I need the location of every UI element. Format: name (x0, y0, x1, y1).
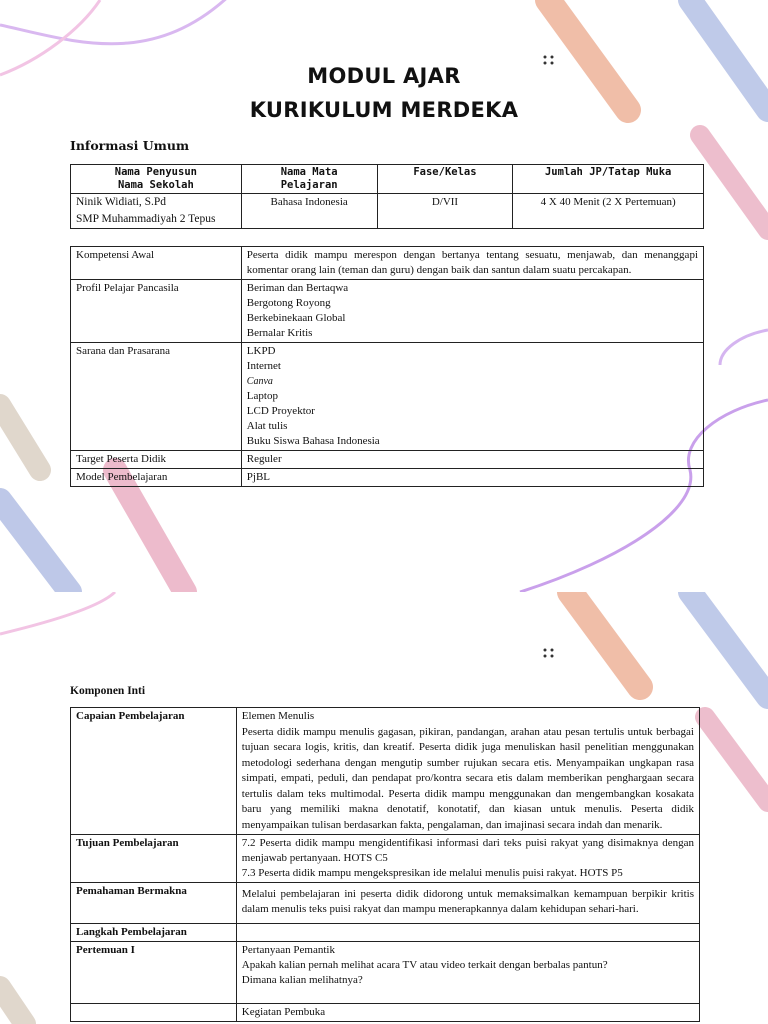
table-row (71, 343, 704, 451)
label-langkah-pembelajaran: Langkah Pembelajaran (71, 924, 237, 942)
table-row (71, 708, 700, 835)
label-sarana-prasarana: Sarana dan Prasarana (71, 343, 242, 451)
value-model-pembelajaran: PjBL (241, 469, 703, 487)
list-item: LKPD (246, 345, 276, 357)
table-row (71, 835, 700, 883)
value-pertanyaan-pemantik (236, 942, 699, 1004)
cell-jp: 4 X 40 Menit (2 X Pertemuan) (513, 194, 704, 229)
cell-penyusun (71, 194, 242, 229)
table-row (71, 469, 704, 487)
table-row (71, 883, 700, 924)
value-langkah-empty (236, 924, 699, 942)
pemantik-question: Dimana kalian melihatnya? (241, 974, 363, 986)
section-heading-informasi-umum: Informasi Umum (70, 138, 190, 153)
table-row (71, 247, 704, 280)
list-item: Bergotong Royong (246, 297, 331, 309)
capaian-element-title: Elemen Menulis (241, 710, 315, 722)
value-profil-pelajar (241, 280, 703, 343)
label-kompetensi-awal: Kompetensi Awal (71, 247, 242, 280)
value-target-peserta: Reguler (241, 451, 703, 469)
table-row (71, 451, 704, 469)
list-item: Alat tulis (246, 420, 288, 432)
list-item: Internet (246, 360, 281, 372)
list-item: Laptop (246, 390, 278, 402)
label-empty (71, 1004, 237, 1022)
capaian-text: Peserta didik mampu menulis gagasan, pikiran, pandangan, arahan atau pesan tertulis untuk berbagai tujuan secara logis, kritis, dan kreatif. Peserta didik juga menuliskan hasil penelitian menggunakan metodologi sederhana dengan mengutip sumber rujukan secara etis. Menyampaikan ungkapan rasa simpati, empati, peduli, dan pendapat pro/kontra secara etis dalam memberikan penghargaan secara tertulis dalam teks multimodal. Peserta didik mampu menggunakan dan mengembangkan kosakata baru yang memiliki makna denotatif, konotatif, dan kiasan untuk menulis. Peserta didik menyampaikan tulisan berdasarkan fakta, pengalaman, dan imajinasi secara indah dan menarik. (241, 725, 694, 831)
tujuan-item: 7.2 Peserta didik mampu mengidentifikasi informasi dari teks puisi rakyat yang disimaknya dengan menjawab pertanyaan. HOTS C5 (241, 837, 694, 864)
column-header-mapel: Nama Mata Pelajaran (241, 165, 377, 194)
label-profil-pelajar: Profil Pelajar Pancasila (71, 280, 242, 343)
table-row (71, 942, 700, 1004)
table-row (71, 1004, 700, 1022)
value-kegiatan-pembuka: Kegiatan Pembuka (236, 1004, 699, 1022)
value-tujuan-pembelajaran (236, 835, 699, 883)
section-heading-komponen-inti: Komponen Inti (70, 685, 146, 697)
table-row (71, 194, 704, 229)
label-target-peserta: Target Peserta Didik (71, 451, 242, 469)
komponen-inti-table (70, 707, 700, 1022)
title-line-1: MODUL AJAR (307, 64, 461, 88)
list-item: Canva (246, 376, 273, 387)
pemantik-question: Apakah kalian pernah melihat acara TV atau video terkait dengan berbalas pantun? (241, 959, 608, 971)
list-item: Berkebinekaan Global (246, 312, 346, 324)
penyusun-name: Ninik Widiati, S.Pd (76, 196, 167, 208)
list-item: LCD Proyektor (246, 405, 315, 417)
table-header-row (71, 165, 704, 194)
column-header-fase: Fase/Kelas (377, 165, 513, 194)
sekolah-name: SMP Muhammadiyah 2 Tepus (76, 213, 216, 225)
informasi-umum-table (70, 164, 704, 229)
list-item: Beriman dan Bertaqwa (246, 282, 349, 294)
list-item: Buku Siswa Bahasa Indonesia (246, 435, 380, 447)
cell-mapel: Bahasa Indonesia (241, 194, 377, 229)
detail-table (70, 246, 704, 487)
value-pemahaman-bermakna: Melalui pembelajaran ini peserta didik didorong untuk memaksimalkan kemampuan berpikir kritis dalam menulis teks puisi rakyat dan mampu menerapkannya dalam kehidupan sehari-hari. (236, 883, 699, 924)
table-row (71, 924, 700, 942)
document-page-2 (0, 592, 768, 1024)
column-header-jp: Jumlah JP/Tatap Muka (513, 165, 704, 194)
title-line-2: KURIKULUM MERDEKA (249, 98, 519, 122)
list-item: Bernalar Kritis (246, 327, 313, 339)
label-pemahaman-bermakna: Pemahaman Bermakna (71, 883, 237, 924)
column-header-penyusun: Nama Penyusun Nama Sekolah (71, 165, 242, 194)
label-pertemuan-1: Pertemuan I (71, 942, 237, 1004)
value-capaian-pembelajaran (236, 708, 699, 835)
pemantik-title: Pertanyaan Pemantik (241, 944, 335, 956)
value-sarana-prasarana (241, 343, 703, 451)
label-tujuan-pembelajaran: Tujuan Pembelajaran (71, 835, 237, 883)
value-kompetensi-awal: Peserta didik mampu merespon dengan bertanya tentang sesuatu, menjawab, dan menanggapi komentar orang lain (teman dan guru) dengan baik dan santun dalam suatu percakapan. (241, 247, 703, 280)
cell-fase: D/VII (377, 194, 513, 229)
label-model-pembelajaran: Model Pembelajaran (71, 469, 242, 487)
label-capaian-pembelajaran: Capaian Pembelajaran (71, 708, 237, 835)
tujuan-item: 7.3 Peserta didik mampu mengekspresikan ide melalui menulis puisi rakyat. HOTS P5 (241, 867, 623, 879)
table-row (71, 280, 704, 343)
